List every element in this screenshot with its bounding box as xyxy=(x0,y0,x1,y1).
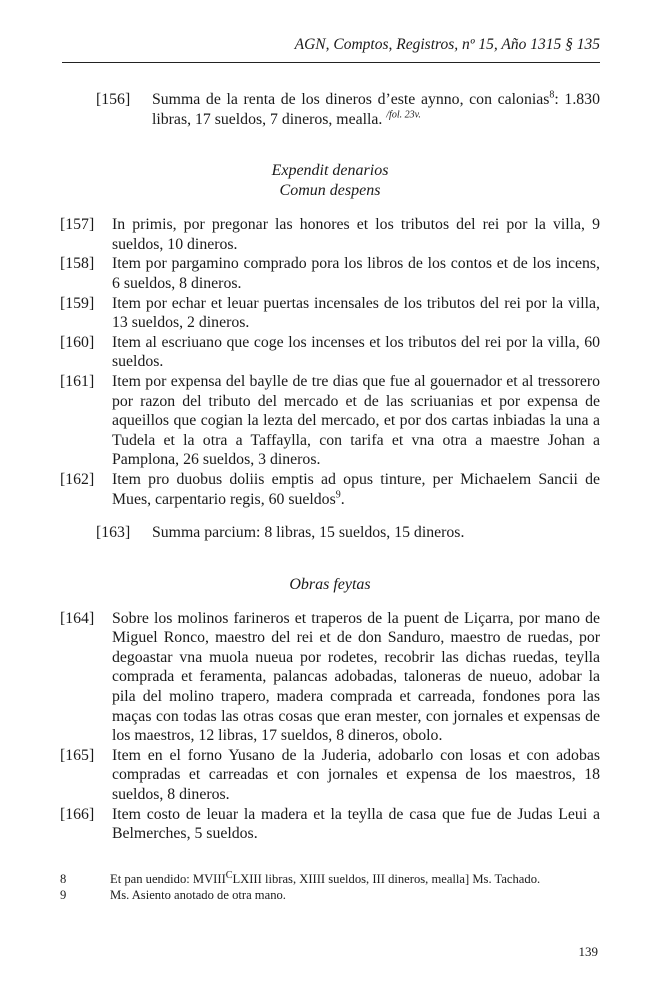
entry-number: [156] xyxy=(96,91,131,108)
footnote-text xyxy=(110,871,540,887)
entry-157 xyxy=(60,215,600,254)
entry-number: [162] xyxy=(60,470,95,488)
footnotes xyxy=(60,871,605,903)
footnote-ref[interactable]: 9 xyxy=(335,489,341,501)
entry-text: Item costo de leuar la madera et la teylla de casa que fue de Judas Leui a Belmerches, 5 sueldos. xyxy=(112,805,600,843)
entry-text: Item al escriuano que coge los incenses et los tributos del rei por la villa, 60 sueldos. xyxy=(112,333,600,371)
entry-162 xyxy=(60,470,600,509)
entry-number: [157] xyxy=(60,216,95,234)
entry-166 xyxy=(60,805,600,844)
section-heading-obras: Obras feytas xyxy=(289,575,371,593)
running-head: AGN, Comptos, Registros, nº 15, Año 1315 § 135 xyxy=(294,36,600,53)
section-heading-comun: Comun despens xyxy=(279,182,381,200)
header-rule xyxy=(62,62,600,63)
footnote-text: Ms. Asiento anotado de otra mano. xyxy=(110,888,286,902)
entry-number: [163] xyxy=(96,524,131,542)
footnote-8 xyxy=(60,871,605,887)
footnote-9 xyxy=(60,887,605,903)
entry-number: [166] xyxy=(60,805,95,823)
page-number: 139 xyxy=(578,944,598,959)
entry-text: Item por expensa del baylle de tre dias que fue al gouernador et al tressorero por razon del tributo del mercado et de las scriuanias et por expensa de aqueillos que cogian la lezta del mercado, et por dos cartas inbiadas la una a Tudela et la otra a Taffaylla, con tarifa et vna otra a maestre Johan a Pamplona, 26 sueldos, 3 dineros. xyxy=(112,372,600,469)
entry-number: [165] xyxy=(60,746,95,764)
entry-text: In primis, por pregonar las honores et los tributos del rei por la villa, 9 sueldos, 10 dineros. xyxy=(112,216,600,253)
entry-text-part: Item pro duobus doliis emptis ad opus tinture, per Michaelem Sancii de Mues, carpentario regis, 60 sueldos xyxy=(112,470,600,508)
entry-158 xyxy=(60,254,600,293)
entry-text xyxy=(112,470,600,509)
section-heading-expendit: Expendit denarios xyxy=(271,162,389,180)
entry-text: Sobre los molinos farineros et traperos de la puent de Liçarra, por mano de Miguel Ronco, maestro del rei et de don Sanduro, maestro de ruedas, por degoastar vna muola nueua por rodetes, recobrir las dichas ruedas, teylla comprada et feramenta, palancas adobadas, taloneras de nueuo, adobar la pila del molino trapero, madera comprada et carreada, fondones pora las maças con todas las otras cosas que eran mester, con jornales et expensas de los maestros, 12 libras, 17 sueldos, 8 dineros, obolo. xyxy=(112,609,600,745)
entry-text: Item por pargamino comprado pora los libros de los contos et de los incens, 6 sueldos, 8 dineros. xyxy=(112,255,600,292)
entry-156 xyxy=(96,90,600,129)
entry-text-part: Summa de la renta de los dineros d’este aynno, con calonias xyxy=(152,91,550,108)
entry-text-part: . xyxy=(340,490,345,508)
entry-text: Item por echar et leuar puertas incensales de los tributos del rei por la villa, 13 sueldos, 2 dineros. xyxy=(112,294,600,332)
entry-165 xyxy=(60,746,600,805)
footnote-text-part: LXIII libras, XIIII sueldos, III dineros, mealla] Ms. Tachado. xyxy=(232,872,541,886)
entry-160 xyxy=(60,333,600,372)
footnote-sup: C xyxy=(225,869,233,881)
entry-number: [160] xyxy=(60,333,95,351)
entry-number: [161] xyxy=(60,372,95,390)
footnote-number: 8 xyxy=(60,872,67,886)
entry-text xyxy=(152,90,600,129)
entry-text-part: : 1.830 libras, 17 sueldos, 7 dineros, mealla. xyxy=(152,91,600,128)
entry-text: Item en el forno Yusano de la Juderia, adobarlo con losas et con adobas compradas et carreadas et con jornales et expensa de los maestros, 18 sueldos, 8 dineros. xyxy=(112,746,600,804)
entry-text: Summa parcium: 8 libras, 15 sueldos, 15 dineros. xyxy=(152,524,465,542)
entry-number: [158] xyxy=(60,255,95,273)
entry-164 xyxy=(60,609,600,746)
entry-number: [159] xyxy=(60,294,95,312)
entry-159 xyxy=(60,294,600,333)
folio-marker: /fol. 23v. xyxy=(386,109,421,121)
document-body xyxy=(60,90,600,844)
entry-161 xyxy=(60,372,600,470)
footnote-text-part: Et pan uendido: MVIII xyxy=(110,872,226,886)
entry-163 xyxy=(96,523,600,543)
footnote-number: 9 xyxy=(60,888,67,902)
entry-number: [164] xyxy=(60,609,95,627)
footnote-ref[interactable]: 8 xyxy=(549,89,555,101)
